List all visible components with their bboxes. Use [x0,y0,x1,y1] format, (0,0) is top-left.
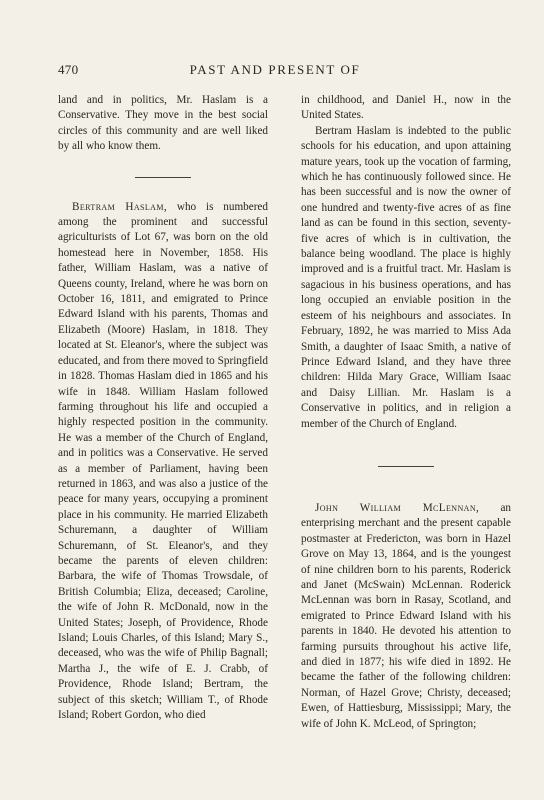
mclennan-text: an enterprising merchant and the present capable postmaster at Fredericton, was born in Hazel Grove on May 13, 1864, and is the youngest of nine children born to his parents, Roderick and Janet (McSwain) McLennan. Roderick McLennan was born in Rasay, Scotland, and emigrated to Prince Edward Island with his parents in 1840. He devoted his attention to farming pursuits throughout his active life, and died in 1877; his wife died in 1892. He became the father of the following children: Norman, of Hazel Grove; Christy, deceased; Ewen, of Hattiesburg, Mississippi; Mary, the wife of John K. McLeod, of Springton; [301,501,512,730]
bertram-haslam-name: Bertram Haslam, [72,200,168,213]
right-column [301,93,511,732]
right-continuation-paragraph: in childhood, and Daniel H., now in the United States. [301,94,511,122]
mclennan-name: John William McLennan, [315,501,480,514]
bertram-haslam-paragraph [58,200,268,724]
bertram-haslam-paragraph-2: Bertram Haslam is indebted to the public schools for his education, and upon attaining mature years, took up the vocation of farming, which he has continuously followed since. He has been successful and is now the owner of one hundred and twenty-five acres of as fine land as can be found in this section, seventy-five acres of which is in cultivation, the balance being woodland. The place is highly improved and is a fruitful tract. Mr. Haslam is sagacious in his business operations, and has long occupied an enviable position in the esteem of his neighbours and associates. In February, 1892, he was married to Miss Ada Smith, a daughter of Isaac Smith, a native of Prince Edward Island, and they have three children: Hilda Mary Grace, William Isaac and Daisy Lillian. Mr. Haslam is a Conservative in politics, and in religion a member of the Church of England. [301,124,511,430]
section-divider [135,177,191,178]
bertram-haslam-text: who is numbered among the prominent and successful agriculturists of Lot 67, was born on the old homestead here in November, 1858. His father, William Haslam, was a native of Queens county, Ireland, where he was born on October 16, 1811, and emigrated to Prince Edward Island with his parents, Thomas and Elizabeth (Moore) Haslam, in 1818. They located at St. Eleanor's, where the subject was educated, and from there moved to Springfield in 1828. Thomas Haslam died in 1865 and his wife in 1848. William Haslam followed farming throughout his life and occupied a highly respected position in the community. He was a member of the Church of England, and in politics was a Conservative. He served as a member of Parliament, having been returned in 1863, and was also a justice of the peace for many years, occupying a prominent place in his community. He married Elizabeth Schuremann, a daughter of William Schuremann, of St. Eleanor's, and they became the parents of eleven children: Barbara, the wife of Thomas Trowsdale, of British Columbia; Eliza, deceased; Caroline, the wife of John R. McDonald, now in the United States; Joseph, of Providence, Rhode Island; Louis Charles, of this Island; Mary S., deceased, who was the wife of Philip Bagnall; Martha J., the wife of E. J. Crabb, of Providence, Rhode Island; Bertram, the subject of this sketch; William T., of Rhode Island; Robert Gordon, who died [58,200,268,722]
mclennan-paragraph [301,501,511,732]
left-column [58,93,268,723]
continuation-paragraph: land and in politics, Mr. Haslam is a Conservative. They move in the best social circles of this community and are well liked by all who know them. [58,94,268,153]
page-number: 470 [58,62,79,77]
page-header [58,62,492,78]
running-title: PAST AND PRESENT OF [189,62,361,77]
section-divider-2 [378,466,434,467]
